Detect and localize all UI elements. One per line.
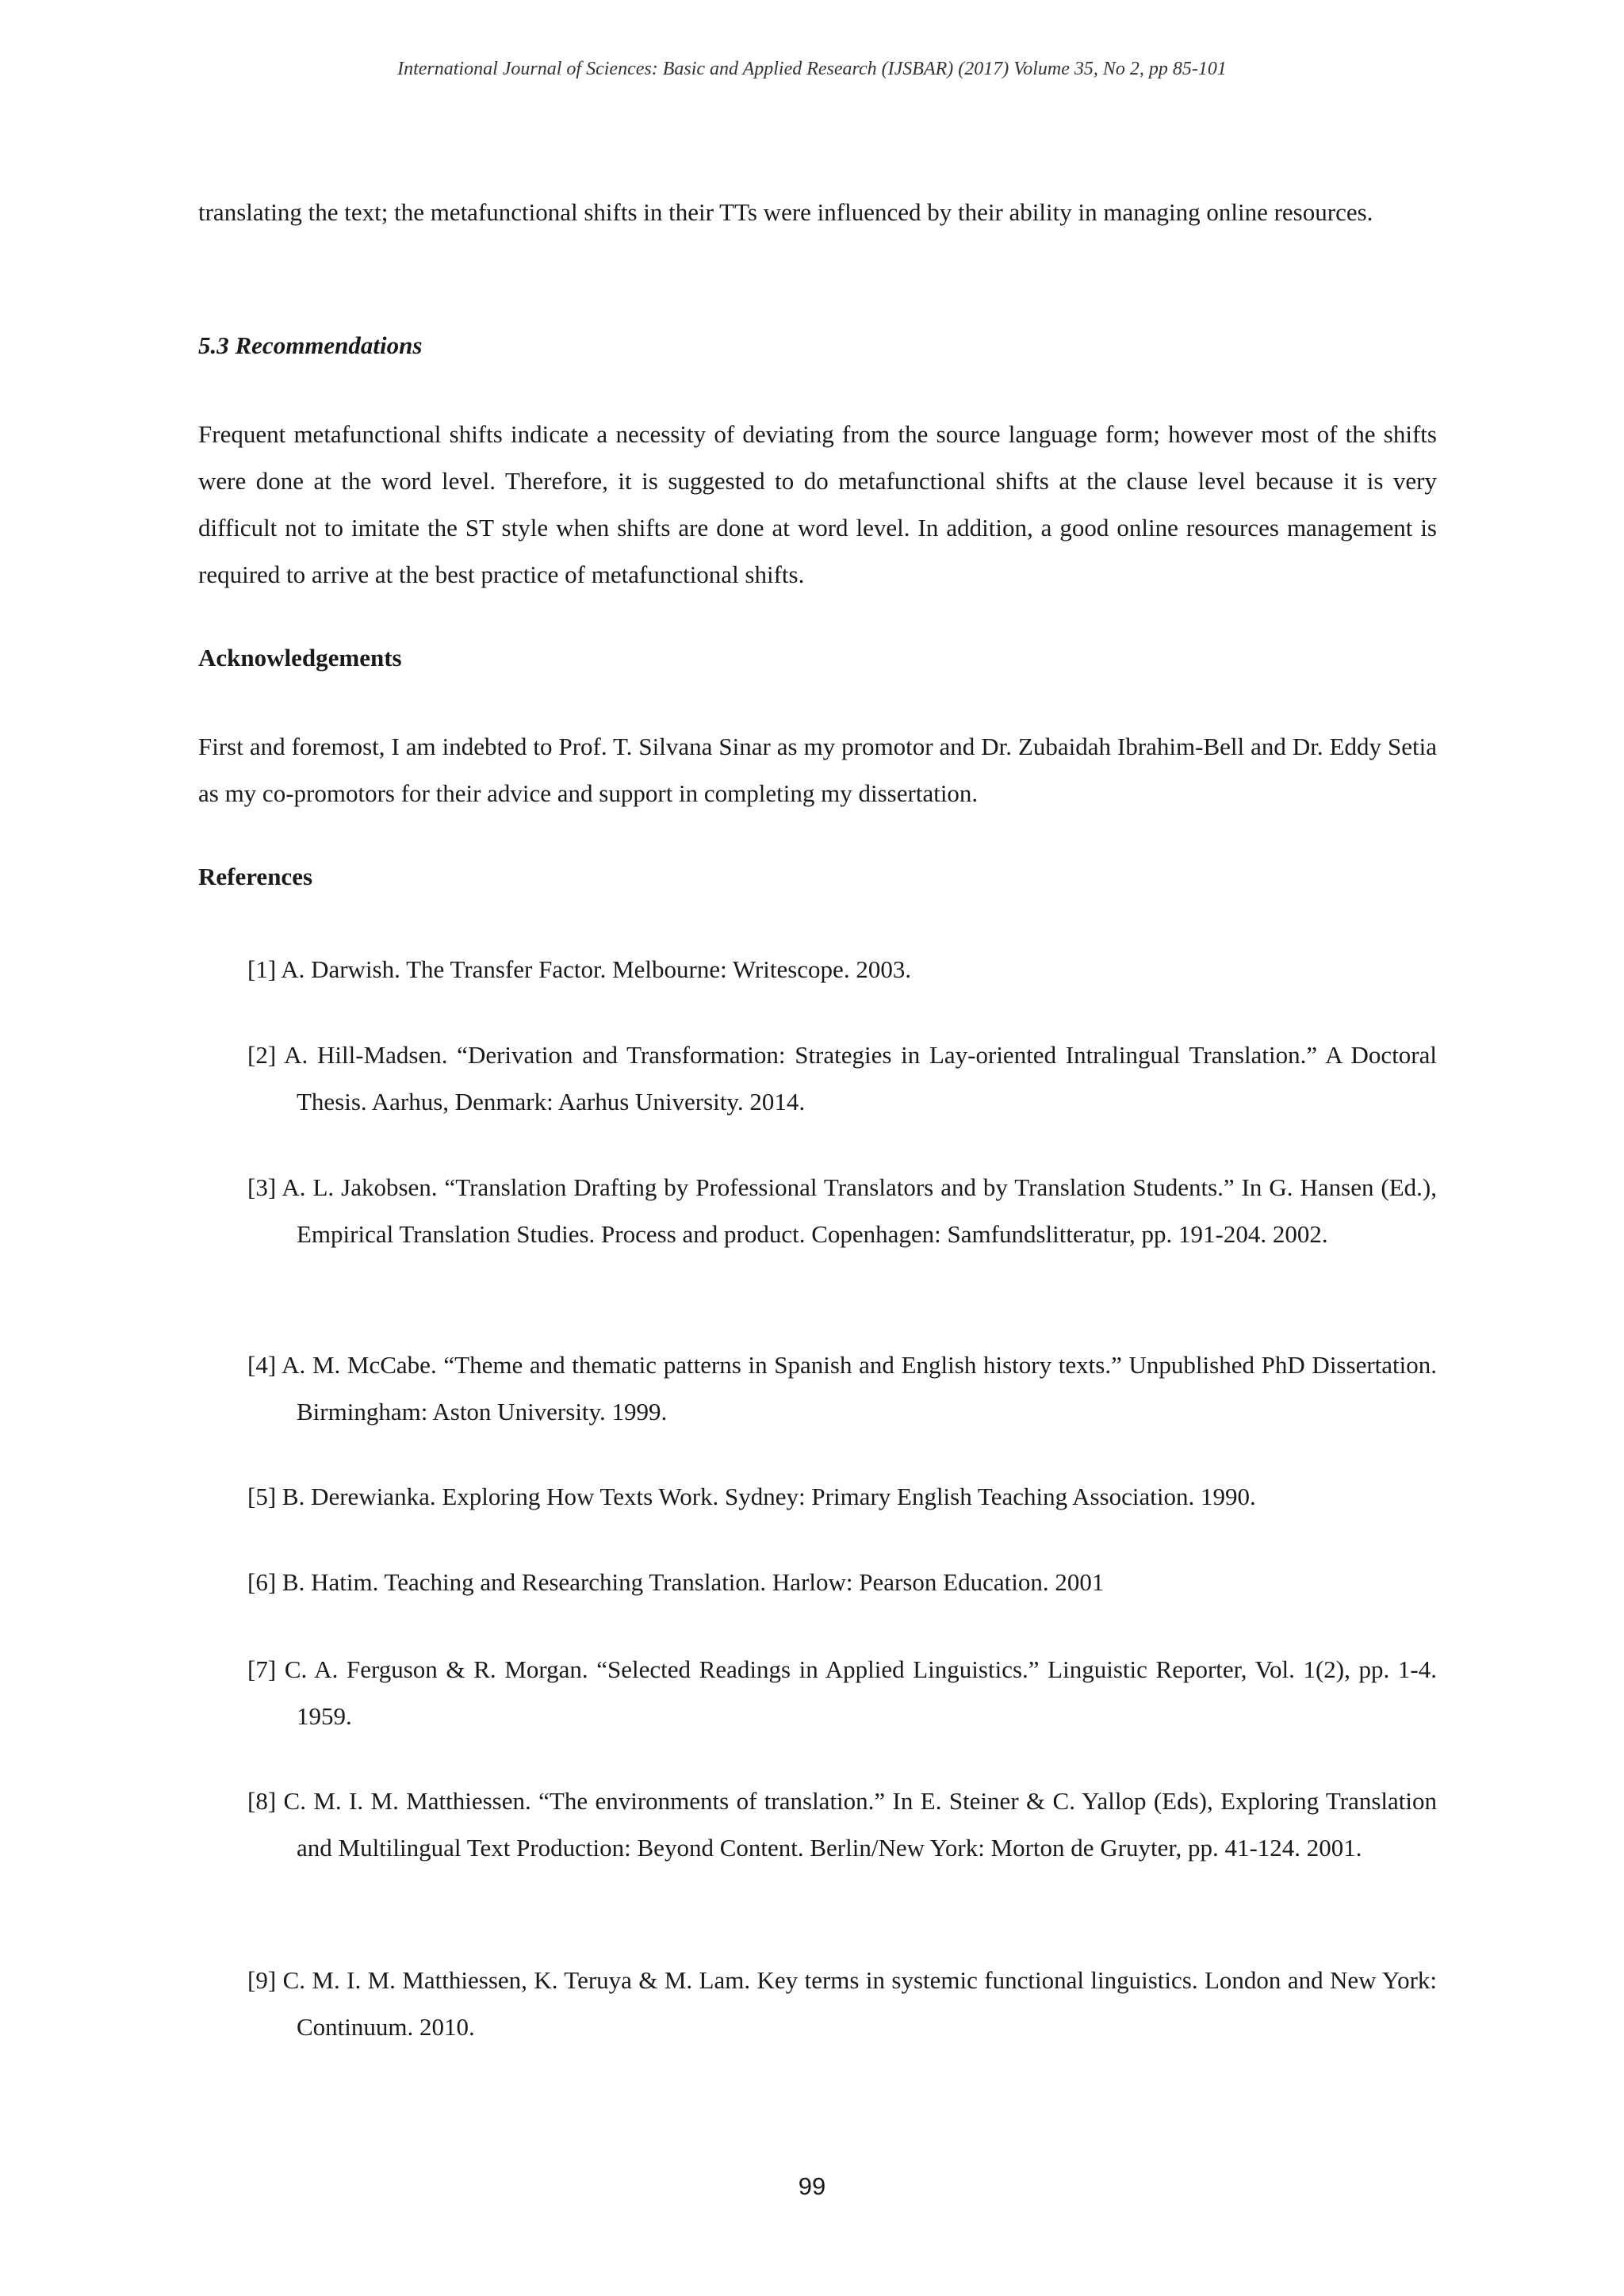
reference-text: B. Hatim. Teaching and Researching Translation. Harlow: Pearson Education. 2001 [282,1568,1105,1596]
reference-item [247,1341,1437,1435]
reference-item [247,1031,1437,1125]
reference-item [247,1164,1437,1257]
recommendations-heading: 5.3 Recommendations [198,331,423,359]
reference-number: [3] [247,1173,277,1201]
reference-item [247,1777,1437,1871]
references-heading: References [198,863,313,890]
reference-text: C. M. I. M. Matthiessen. “The environments of translation.” In E. Steiner & C. Yallop (Eds), Exploring Translation and Multilingual Text Production: Beyond Content. Berlin/New York: Morton de Gruyter, pp. 41-124. 2001. [283,1787,1438,1862]
reference-number: [5] [247,1483,277,1510]
running-header: International Journal of Sciences: Basic and Applied Research (IJSBAR) (2017) Volume 35, No 2, pp 85-101 [397,59,1227,79]
reference-item [247,1646,1437,1739]
reference-text: C. A. Ferguson & R. Morgan. “Selected Readings in Applied Linguistics.” Linguistic Reporter, Vol. 1(2), pp. 1-4. 1959. [284,1655,1438,1730]
reference-item [247,1473,1437,1520]
recommendations-paragraph: Frequent metafunctional shifts indicate a necessity of deviating from the source language form; however most of the shifts were done at the word level. Therefore, it is suggested to do metafunctional shifts at the clause level because it is very difficult not to imitate the ST style when shifts are done at word level. In addition, a good online resources management is required to arrive at the best practice of metafunctional shifts. [198,420,1437,588]
reference-number: [6] [247,1568,277,1596]
reference-text: A. Darwish. The Transfer Factor. Melbourne: Writescope. 2003. [281,955,912,983]
reference-item [247,1957,1437,2050]
reference-number: [9] [247,1966,277,1994]
reference-number: [1] [247,955,277,983]
intro-continuation-paragraph: translating the text; the metafunctional shifts in their TTs were influenced by their ability in managing online resources. [198,198,1373,226]
reference-number: [2] [247,1041,277,1069]
reference-number: [4] [247,1351,277,1379]
reference-item [247,1559,1437,1605]
acknowledgements-heading: Acknowledgements [198,644,402,672]
reference-text: C. M. I. M. Matthiessen, K. Teruya & M. Lam. Key terms in systemic functional linguistics. London and New York: Continuum. 2010. [282,1966,1437,2041]
reference-text: B. Derewianka. Exploring How Texts Work. Sydney: Primary English Teaching Association. 1990. [282,1483,1256,1510]
reference-text: A. M. McCabe. “Theme and thematic patterns in Spanish and English history texts.” Unpublished PhD Dissertation. Birmingham: Aston University. 1999. [282,1351,1437,1425]
acknowledgements-paragraph: First and foremost, I am indebted to Prof. T. Silvana Sinar as my promotor and Dr. Zubaidah Ibrahim-Bell and Dr. Eddy Setia as my co-promotors for their advice and support in completing my dissertation. [198,733,1437,807]
reference-text: A. L. Jakobsen. “Translation Drafting by Professional Translators and by Translation Students.” In G. Hansen (Ed.), Empirical Translation Studies. Process and product. Copenhagen: Samfundslitteratur, pp. 191-204. 2002. [282,1173,1437,1248]
page-number: 99 [798,2172,826,2200]
reference-item [247,946,1437,993]
reference-text: A. Hill-Madsen. “Derivation and Transformation: Strategies in Lay-oriented Intralingual Translation.” A Doctoral Thesis. Aarhus, Denmark: Aarhus University. 2014. [284,1041,1437,1115]
reference-number: [7] [247,1655,277,1683]
reference-number: [8] [247,1787,277,1815]
